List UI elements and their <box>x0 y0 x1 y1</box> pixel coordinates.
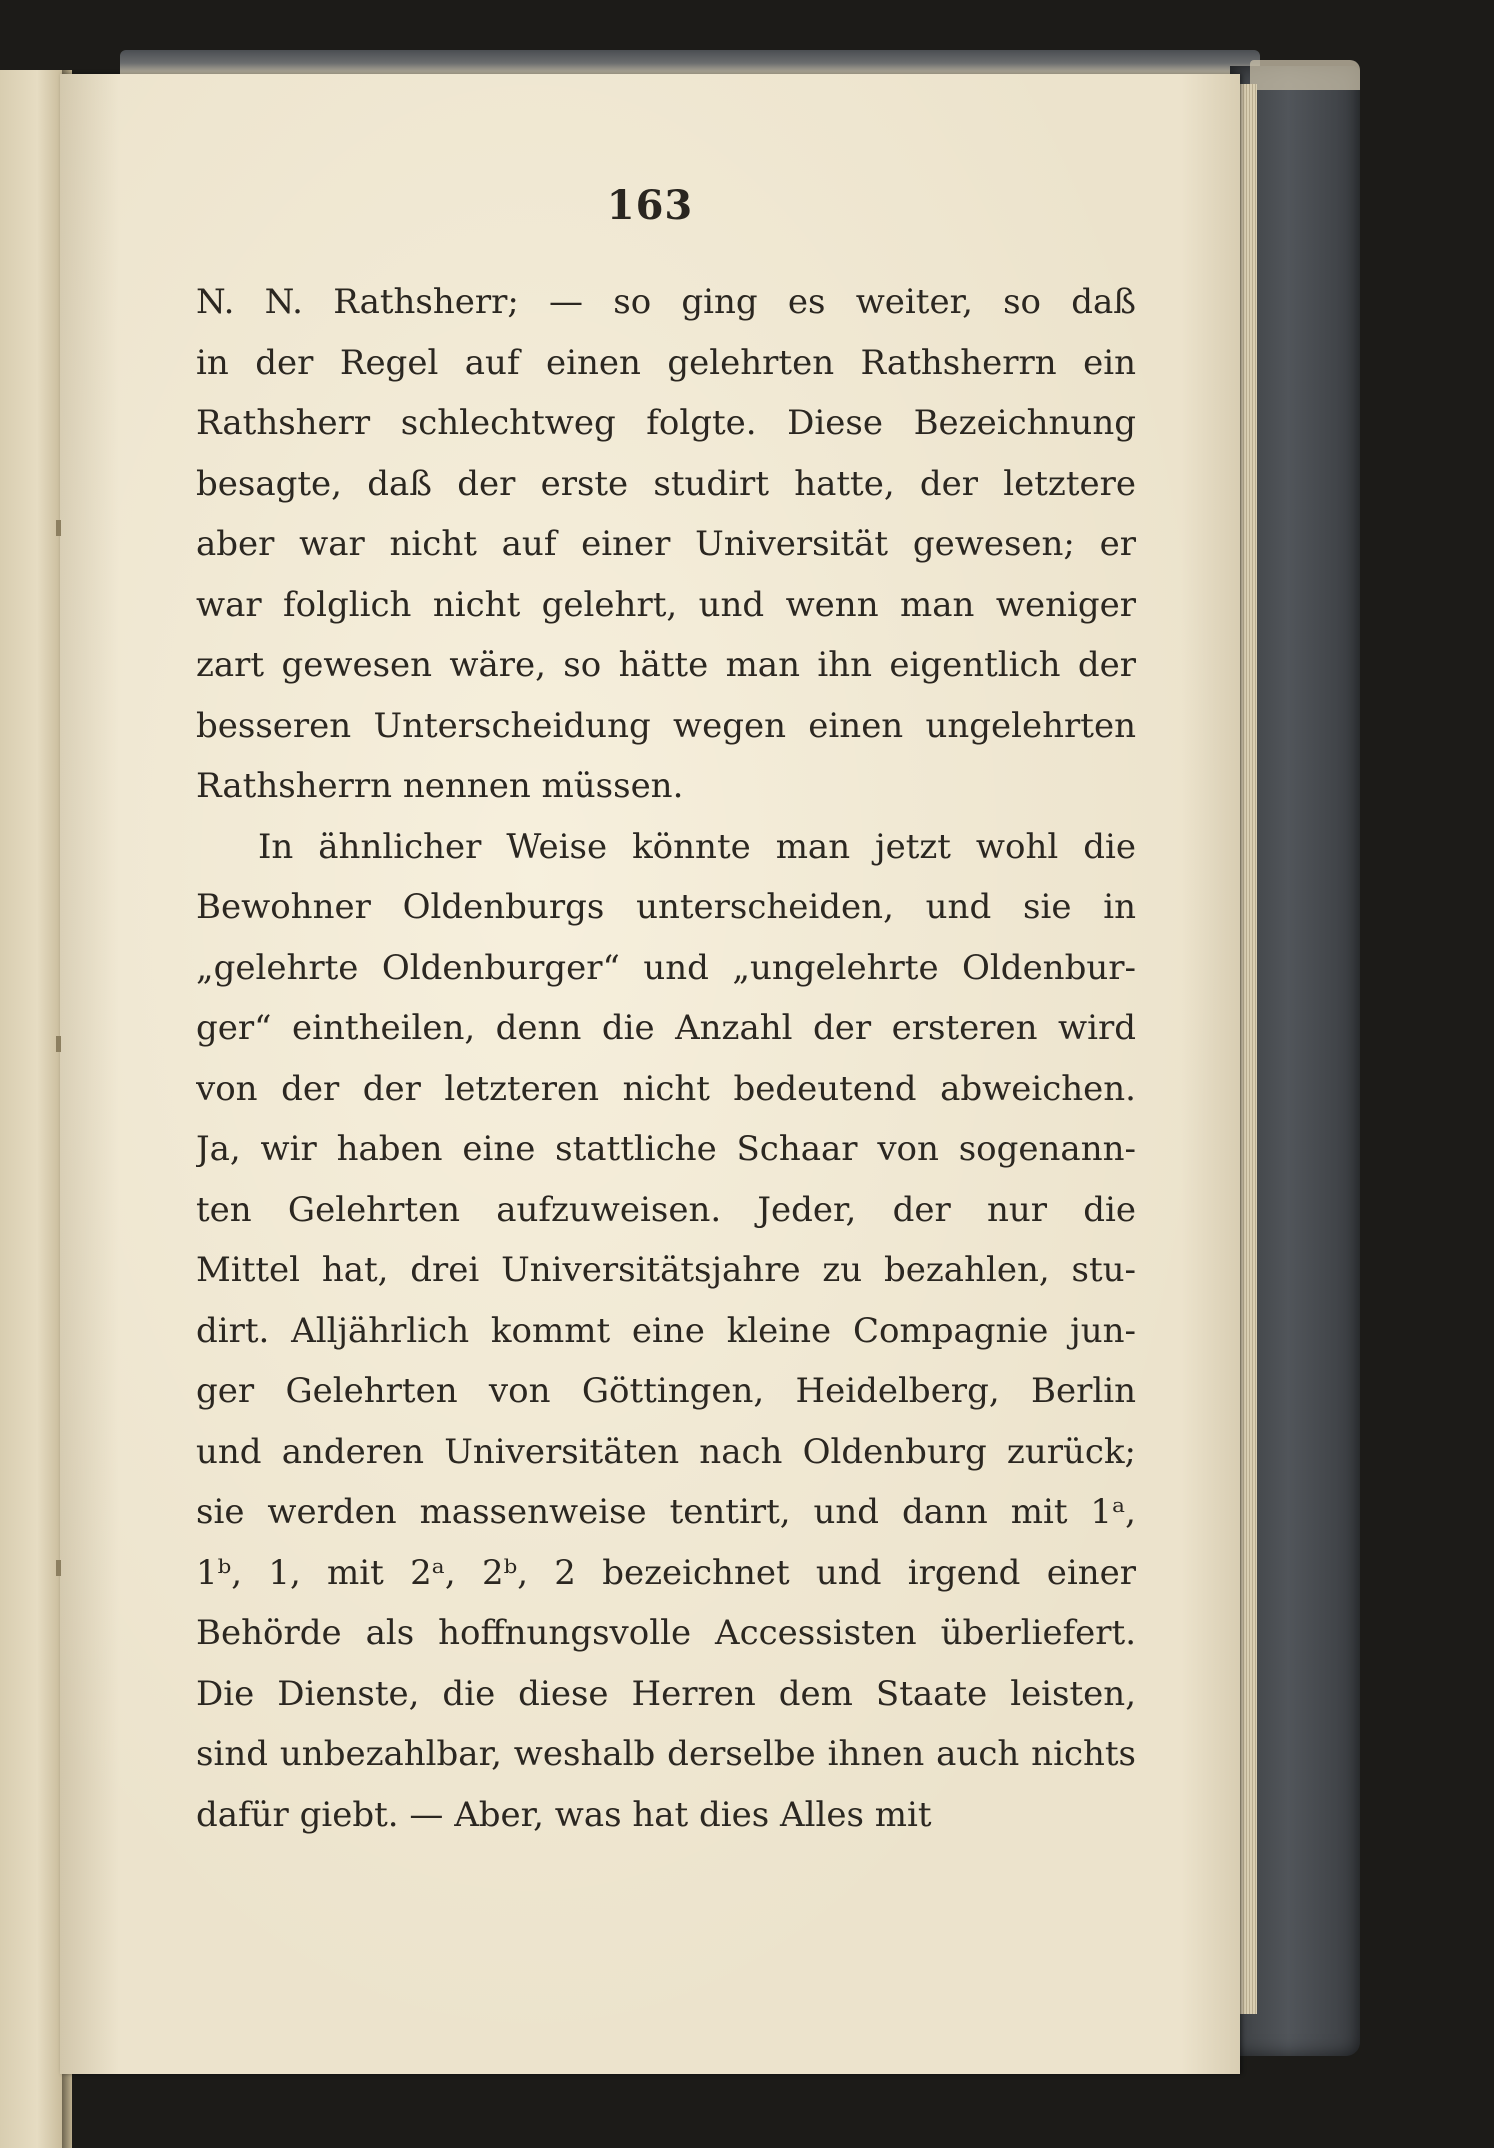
text-line: ger Gelehrten von Göttingen, Heidelberg, Berlin <box>196 1371 1136 1411</box>
text-line: zart gewesen wäre, so hätte man ihn eigentlich der <box>196 645 1136 685</box>
thread-mark <box>56 1560 61 1576</box>
text-line: Mittel hat, drei Universitätsjahre zu bezahlen, stu- <box>196 1250 1136 1290</box>
text-line: von der der letzteren nicht bedeutend abweichen. <box>196 1068 1136 1109</box>
thread-mark <box>56 520 61 536</box>
text-line: aber war nicht auf einer Universität gewesen; er <box>196 524 1136 564</box>
text-line: besseren Unterscheidung wegen einen ungelehrten <box>196 705 1136 746</box>
text-line: sind unbezahlbar, weshalb derselbe ihnen auch nichts <box>196 1734 1136 1774</box>
book-page <box>60 74 1240 2074</box>
text-line: Die Dienste, die diese Herren dem Staate leisten, <box>196 1673 1136 1714</box>
text-line: 1ᵇ, 1, mit 2ᵃ, 2ᵇ, 2 bezeichnet und irgend einer <box>196 1552 1136 1593</box>
body-text <box>196 272 1136 1845</box>
text-line: besagte, daß der erste studirt hatte, der letztere <box>196 463 1136 504</box>
text-line: Rathsherrn nennen müssen. <box>196 766 684 806</box>
page-number: 163 <box>606 182 694 229</box>
text-line: Bewohner Oldenburgs unterscheiden, und sie in <box>196 887 1136 927</box>
thread-mark <box>56 1036 61 1052</box>
left-page-edge <box>0 70 65 2148</box>
text-line: ten Gelehrten aufzuweisen. Jeder, der nur die <box>196 1189 1136 1230</box>
text-line: Ja, wir haben eine stattliche Schaar von sogenann- <box>196 1129 1136 1169</box>
text-line: war folglich nicht gelehrt, und wenn man weniger <box>196 584 1136 625</box>
text-line: sie werden massenweise tentirt, und dann mit 1ᵃ, <box>196 1492 1136 1532</box>
cover-corner <box>1250 60 1360 90</box>
text-line: dirt. Alljährlich kommt eine kleine Compagnie jun- <box>196 1310 1136 1351</box>
text-line: und anderen Universitäten nach Oldenburg zurück; <box>196 1431 1136 1472</box>
text-line: ger“ eintheilen, denn die Anzahl der ersteren wird <box>196 1008 1136 1048</box>
text-line: dafür giebt. — Aber, was hat dies Alles mit <box>196 1794 932 1835</box>
text-line: „gelehrte Oldenburger“ und „ungelehrte Oldenbur- <box>196 947 1136 988</box>
top-cover-edge <box>120 50 1260 76</box>
text-line: N. N. Rathsherr; — so ging es weiter, so daß <box>196 282 1136 322</box>
text-line: Behörde als hoffnungsvolle Accessisten überliefert. <box>196 1613 1136 1653</box>
text-line: Rathsherr schlechtweg folgte. Diese Bezeichnung <box>196 403 1136 443</box>
text-line: in der Regel auf einen gelehrten Rathsherrn ein <box>196 342 1136 383</box>
text-line: In ähnlicher Weise könnte man jetzt wohl die <box>258 826 1136 867</box>
